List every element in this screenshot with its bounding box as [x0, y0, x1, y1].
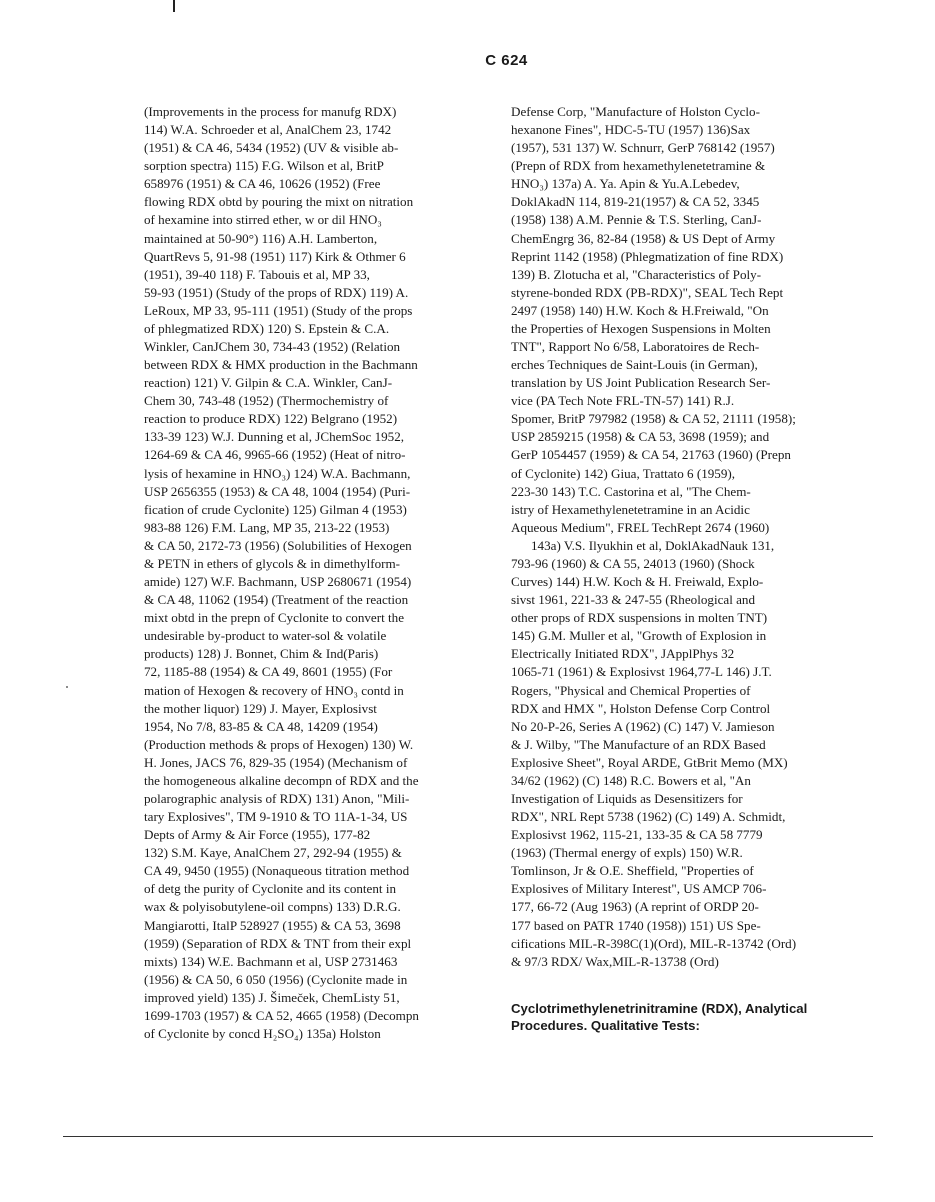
text-line: TNT", Rapport No 6/58, Laboratoires de Rech- — [511, 339, 760, 355]
text-line: RDX", NRL Rept 5738 (1962) (C) 149) A. Schmidt, — [511, 809, 786, 825]
text-line: Explosive Sheet", Royal ARDE, GtBrit Memo (MX) — [511, 754, 788, 770]
text-line: other props of RDX suspensions in molten TNT) — [511, 610, 768, 626]
text-line: & PETN in ethers of glycols & in dimethylform- — [144, 555, 401, 571]
text-line: 2497 (1958) 140) H.W. Koch & H.Freiwald, "On — [511, 302, 769, 318]
text-line: (1958) 138) A.M. Pennie & T.S. Sterling, CanJ- — [511, 212, 762, 228]
section-heading-line: Cyclotrimethylenetrinitramine (RDX), Analytical — [511, 1001, 808, 1016]
text-line: 983-88 126) F.M. Lang, MP 35, 213-22 (1953) — [144, 519, 390, 535]
right-column — [511, 103, 846, 989]
text-line: ChemEngrg 36, 82-84 (1958) & US Dept of Army — [511, 230, 776, 246]
text-line: 177 based on PATR 1740 (1958)) 151) US Spe- — [511, 917, 761, 933]
text-line: flowing RDX obtd by pouring the mixt on nitration — [144, 194, 414, 210]
text-line: improved yield) 135) J. Šimeček, ChemListy 51, — [144, 989, 400, 1005]
text-line: mation of Hexogen & recovery of HNO₃ contd in — [144, 682, 404, 698]
text-line: 793-96 (1960) & CA 55, 24013 (1960) (Shock — [511, 555, 755, 571]
text-line: Depts of Army & Air Force (1955), 177-82 — [144, 827, 371, 843]
text-line: RDX and HMX ", Holston Defense Corp Control — [511, 700, 771, 716]
text-line: mixt obtd in the prepn of Cyclonite to convert the — [144, 610, 405, 626]
text-line: & J. Wilby, "The Manufacture of an RDX Based — [511, 736, 766, 752]
text-line: between RDX & HMX production in the Bachmann — [144, 357, 418, 373]
text-line: USP 2859215 (1958) & CA 53, 3698 (1959); and — [511, 429, 770, 445]
text-line: Curves) 144) H.W. Koch & H. Freiwald, Explo- — [511, 574, 764, 590]
text-line: styrene-bonded RDX (PB-RDX)", SEAL Tech Rept — [511, 284, 784, 300]
text-line: polarographic analysis of RDX) 131) Anon, "Mili- — [144, 790, 410, 806]
text-line: 143a) V.S. Ilyukhin et al, DoklAkadNauk 131, — [531, 537, 775, 553]
footer-rule — [63, 1136, 873, 1137]
text-line: (Improvements in the process for manufg RDX) — [144, 104, 397, 119]
text-line: Reprint 1142 (1958) (Phlegmatization of fine RDX) — [511, 248, 784, 264]
text-line: USP 2656355 (1953) & CA 48, 1004 (1954) (Puri- — [144, 483, 411, 499]
text-line: 1954, No 7/8, 83-85 & CA 48, 14209 (1954) — [144, 718, 378, 734]
text-line: the homogeneous alkaline decompn of RDX and the — [144, 772, 419, 788]
text-line: lysis of hexamine in HNO₃) 124) W.A. Bachmann, — [144, 465, 411, 481]
text-line: Mangiarotti, ItalP 528927 (1955) & CA 53, 3698 — [144, 917, 401, 933]
text-line: (Production methods & props of Hexogen) 130) W. — [144, 736, 414, 752]
text-line: H. Jones, JACS 76, 829-35 (1954) (Mechanism of — [144, 754, 408, 770]
text-line: fication of crude Cyclonite) 125) Gilman 4 (1953) — [144, 501, 407, 517]
corner-tick-mark — [173, 0, 175, 12]
text-line: 1699-1703 (1957) & CA 52, 4665 (1958) (Decompn — [144, 1007, 419, 1023]
left-column — [144, 103, 479, 1043]
text-line: Spomer, BritP 797982 (1958) & CA 52, 21111 (1958); — [511, 411, 796, 427]
scan-speck — [66, 686, 68, 688]
text-line — [511, 971, 846, 989]
text-line: cifications MIL-R-398C(1)(Ord), MIL-R-13742 (Ord) — [511, 935, 797, 951]
text-line: DoklAkadN 114, 819-21(1957) & CA 52, 3345 — [511, 194, 760, 210]
text-line: & 97/3 RDX/ Wax,MIL-R-13738 (Ord) — [511, 953, 719, 969]
text-line: QuartRevs 5, 91-98 (1951) 117) Kirk & Othmer 6 — [144, 248, 406, 264]
text-line: 139) B. Zlotucha et al, "Characteristics of Poly- — [511, 266, 762, 282]
section-heading-line: Procedures. Qualitative Tests: — [511, 1018, 700, 1033]
text-line: Investigation of Liquids as Desensitizers for — [511, 790, 743, 806]
text-line: reaction) 121) V. Gilpin & C.A. Winkler, CanJ- — [144, 375, 393, 391]
text-line: CA 49, 9450 (1955) (Nonaqueous titration method — [144, 863, 410, 879]
text-line: Rogers, "Physical and Chemical Properties of — [511, 682, 751, 698]
text-line: 145) G.M. Muller et al, "Growth of Explosion in — [511, 628, 767, 644]
text-line: 59-93 (1951) (Study of the props of RDX) 119) A. — [144, 284, 409, 300]
text-line: 114) W.A. Schroeder et al, AnalChem 23, 1742 — [144, 122, 392, 138]
text-line: tary Explosives", TM 9-1910 & TO 11A-1-34, US — [144, 809, 408, 825]
text-line: the Properties of Hexogen Suspensions in Molten — [511, 320, 771, 336]
text-line: reaction to produce RDX) 122) Belgrano (1952) — [144, 411, 398, 427]
text-line: & CA 48, 11062 (1954) (Treatment of the reaction — [144, 592, 409, 608]
text-line: amide) 127) W.F. Bachmann, USP 2680671 (1954) — [144, 574, 412, 590]
text-line: translation by US Joint Publication Research Ser- — [511, 375, 771, 391]
text-line: 223-30 143) T.C. Castorina et al, "The Chem- — [511, 483, 751, 499]
text-line: undesirable by-product to water-sol & volatile — [144, 628, 387, 644]
text-line: of detg the purity of Cyclonite and its content in — [144, 881, 397, 897]
text-line: (1956) & CA 50, 6 050 (1956) (Cyclonite made in — [144, 971, 408, 987]
text-line: 177, 66-72 (Aug 1963) (A reprint of ORDP 20- — [511, 899, 759, 915]
page-header — [0, 52, 935, 70]
page-number: C 624 — [485, 52, 528, 69]
text-line: sivst 1961, 221-33 & 247-55 (Rheological and — [511, 592, 756, 608]
text-line: Explosivst 1962, 115-21, 133-35 & CA 58 7779 — [511, 827, 763, 843]
text-line: of hexamine into stirred ether, w or dil HNO₃ — [144, 212, 382, 228]
text-line: (1951) & CA 46, 5434 (1952) (UV & visible ab- — [144, 140, 399, 156]
text-line: Chem 30, 743-48 (1952) (Thermochemistry of — [144, 393, 389, 409]
text-line: 72, 1185-88 (1954) & CA 49, 8601 (1955) (For — [144, 664, 393, 680]
text-line: products) 128) J. Bonnet, Chim & Ind(Paris) — [144, 646, 379, 662]
text-line: sorption spectra) 115) F.G. Wilson et al, BritP — [144, 158, 384, 174]
text-line: Electrically Initiated RDX", JApplPhys 32 — [511, 646, 735, 662]
text-line: Defense Corp, "Manufacture of Holston Cyclo- — [511, 104, 760, 119]
text-line: Winkler, CanJChem 30, 734-43 (1952) (Relation — [144, 339, 401, 355]
text-line: (1957), 531 137) W. Schnurr, GerP 768142 (1957) — [511, 140, 775, 156]
text-line: the mother liquor) 129) J. Mayer, Explosivst — [144, 700, 377, 716]
text-line: LeRoux, MP 33, 95-111 (1951) (Study of the props — [144, 302, 413, 318]
text-line: (Prepn of RDX from hexamethylenetetramine & — [511, 158, 766, 174]
text-line: maintained at 50-90°) 116) A.H. Lamberton, — [144, 230, 378, 246]
text-line: Aqueous Medium", FREL TechRept 2674 (1960) — [511, 519, 770, 535]
text-line: 1264-69 & CA 46, 9965-66 (1952) (Heat of nitro- — [144, 447, 406, 463]
text-line: 658976 (1951) & CA 46, 10626 (1952) (Free — [144, 176, 381, 192]
text-line: hexanone Fines", HDC-5-TU (1957) 136)Sax — [511, 122, 751, 138]
text-line: 34/62 (1962) (C) 148) R.C. Bowers et al, "An — [511, 772, 751, 788]
text-line: & CA 50, 2172-73 (1956) (Solubilities of Hexogen — [144, 537, 412, 553]
text-line: vice (PA Tech Note FRL-TN-57) 141) R.J. — [511, 393, 735, 409]
text-line: 132) S.M. Kaye, AnalChem 27, 292-94 (1955) & — [144, 845, 402, 861]
section-heading — [511, 1000, 851, 1034]
text-line: GerP 1054457 (1959) & CA 54, 21763 (1960) (Prepn — [511, 447, 791, 463]
text-line: istry of Hexamethylenetetramine in an Acidic — [511, 501, 750, 517]
text-line: 133-39 123) W.J. Dunning et al, JChemSoc 1952, — [144, 429, 405, 445]
text-line: mixts) 134) W.E. Bachmann et al, USP 2731463 — [144, 953, 398, 969]
text-line: (1951), 39-40 118) F. Tabouis et al, MP 33, — [144, 266, 370, 282]
text-line: No 20-P-26, Series A (1962) (C) 147) V. Jamieson — [511, 718, 775, 734]
text-line: HNO₃) 137a) A. Ya. Apin & Yu.A.Lebedev, — [511, 176, 740, 192]
text-line: of Cyclonite by concd H₂SO₄) 135a) Holston — [144, 1025, 381, 1041]
text-line: of phlegmatized RDX) 120) S. Epstein & C.A. — [144, 320, 390, 336]
text-line: (1959) (Separation of RDX & TNT from their expl — [144, 935, 412, 951]
text-line: wax & polyisobutylene-oil compns) 133) D.R.G. — [144, 899, 401, 915]
text-line: of Cyclonite) 142) Giua, Trattato 6 (1959), — [511, 465, 736, 481]
text-line: Explosives of Military Interest", US AMCP 706- — [511, 881, 767, 897]
text-line: 1065-71 (1961) & Explosivst 1964,77-L 146) J.T. — [511, 664, 772, 680]
text-line: Tomlinson, Jr & O.E. Sheffield, "Properties of — [511, 863, 754, 879]
text-line: (1963) (Thermal energy of expls) 150) W.R. — [511, 845, 743, 861]
text-line: erches Techniques de Saint-Louis (in German), — [511, 357, 758, 373]
